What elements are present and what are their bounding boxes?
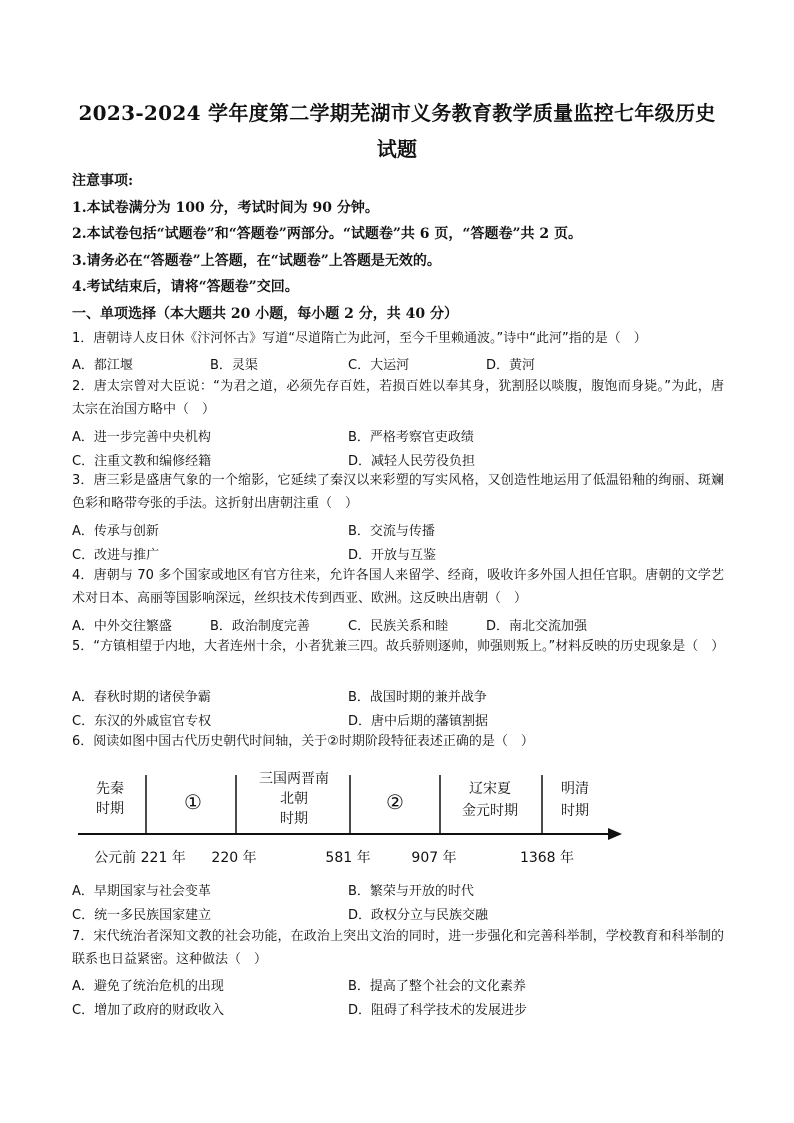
question-5-stem: 5．“方镇相望于内地，大者连州十余，小者犹兼三四。故兵骄则逐帅，帅强则叛上。”材料反映的历史现象是（ ）: [72, 639, 725, 654]
question-6-option-d: D．政权分立与民族交融: [348, 908, 489, 923]
period-label: 时期: [561, 803, 589, 819]
question-4-option-d: D．南北交流加强: [486, 619, 588, 634]
dynasty-timeline: [70, 765, 630, 875]
period-label: 辽宋夏: [469, 781, 511, 797]
question-4-option-b: B．政治制度完善: [210, 619, 310, 634]
year-label: 220 年: [211, 850, 257, 866]
question-5-option-c: C．东汉的外戚宦官专权: [72, 714, 212, 729]
question-3-option-c: C．改进与推广: [72, 548, 160, 563]
period-label: 时期: [280, 811, 308, 827]
year-label: 公元前 221 年: [94, 850, 186, 866]
question-1-option-c: C．大运河: [348, 358, 410, 373]
note-item: 2.本试卷包括“试题卷”和“答题卷”两部分。“试题卷”共 6 页，“答题卷”共 2 页。: [72, 226, 583, 242]
question-1-option-a: A．都江堰: [72, 358, 133, 373]
question-2-stem: 2．唐太宗曾对大臣说：“为君之道，必须先存百姓，若损百姓以奉其身，犹割胫以啖腹，腹饱而身毙。”为此，唐太宗在治国方略中（ ）: [72, 379, 724, 417]
question-2-option-b: B．严格考察官吏政绩: [348, 430, 474, 445]
period-label: 金元时期: [462, 803, 518, 819]
period-label: ①: [184, 790, 202, 814]
exam-title-continued: 试题: [376, 137, 418, 161]
notes-heading: 注意事项:: [72, 173, 134, 189]
period-label: 时期: [96, 801, 124, 817]
period-label: ②: [386, 790, 404, 814]
question-2-option-d: D．减轻人民劳役负担: [348, 454, 476, 469]
question-7-option-d: D．阻碍了科学技术的发展进步: [348, 1003, 528, 1018]
year-label: 1368 年: [519, 850, 575, 866]
question-7-option-b: B．提高了整个社会的文化素养: [348, 979, 526, 994]
period-label: 北朝: [280, 791, 308, 807]
question-4-option-a: A．中外交往繁盛: [72, 619, 172, 634]
period-label: 明清: [561, 781, 589, 797]
question-5-option-d: D．唐中后期的藩镇割据: [348, 714, 489, 729]
question-2-option-a: A．进一步完善中央机构: [72, 430, 211, 445]
question-1-stem: 1．唐朝诗人皮日休《汴河怀古》写道“尽道隋亡为此河，至今千里赖通波。”诗中“此河”指的是（ ）: [72, 331, 647, 346]
question-6-stem: 6．阅读如图中国古代历史朝代时间轴，关于②时期阶段特征表述正确的是（ ）: [72, 734, 534, 749]
note-item: 1.本试卷满分为 100 分，考试时间为 90 分钟。: [72, 200, 379, 216]
question-5-option-b: B．战国时期的兼并战争: [348, 690, 487, 705]
section-heading: 一、单项选择（本大题共 20 小题，每小题 2 分，共 40 分）: [72, 306, 458, 322]
period-label: 三国两晋南: [259, 771, 329, 787]
question-3-option-a: A．传承与创新: [72, 524, 159, 539]
year-label: 581 年: [325, 850, 371, 866]
note-item: 4.考试结束后，请将“答题卷”交回。: [72, 279, 299, 295]
exam-title: 2023-2024 学年度第二学期芜湖市义务教育教学质量监控七年级历史: [78, 101, 716, 125]
question-6-option-b: B．繁荣与开放的时代: [348, 884, 474, 899]
period-label: 先秦: [96, 781, 124, 797]
question-4-option-c: C．民族关系和睦: [348, 619, 449, 634]
year-label: 907 年: [411, 850, 457, 866]
timeline-arrowhead: [608, 828, 622, 840]
question-3-option-b: B．交流与传播: [348, 524, 435, 539]
question-7-option-a: A．避免了统治危机的出现: [72, 979, 224, 994]
question-5-option-a: A．春秋时期的诸侯争霸: [72, 690, 211, 705]
question-1-option-d: D．黄河: [486, 358, 536, 373]
question-3-stem: 3．唐三彩是盛唐气象的一个缩影，它延续了秦汉以来彩塑的写实风格，又创造性地运用了低温铅釉的绚丽、斑斓色彩和略带夸张的手法。这折射出唐朝注重（ ）: [72, 473, 724, 511]
question-6-option-c: C．统一多民族国家建立: [72, 908, 212, 923]
question-2-option-c: C．注重文教和编修经籍: [72, 454, 212, 469]
question-7-stem: 7．宋代统治者深知文教的社会功能，在政治上突出文治的同时，进一步强化和完善科举制，学校教育和科举制的联系也日益紧密。这种做法（ ）: [72, 929, 724, 967]
note-item: 3.请务必在“答题卷”上答题，在“试题卷”上答题是无效的。: [72, 253, 441, 269]
question-7-option-c: C．增加了政府的财政收入: [72, 1003, 225, 1018]
question-3-option-d: D．开放与互鉴: [348, 548, 437, 563]
question-6-option-a: A．早期国家与社会变革: [72, 884, 211, 899]
question-1-option-b: B．灵渠: [210, 358, 258, 373]
question-4-stem: 4．唐朝与 70 多个国家或地区有官方往来，允许各国人来留学、经商，吸收许多外国人担任官职。唐朝的文学艺术对日本、高丽等国影响深远，丝织技术传到西亚、欧洲。这反映出唐朝（ ）: [72, 568, 724, 606]
